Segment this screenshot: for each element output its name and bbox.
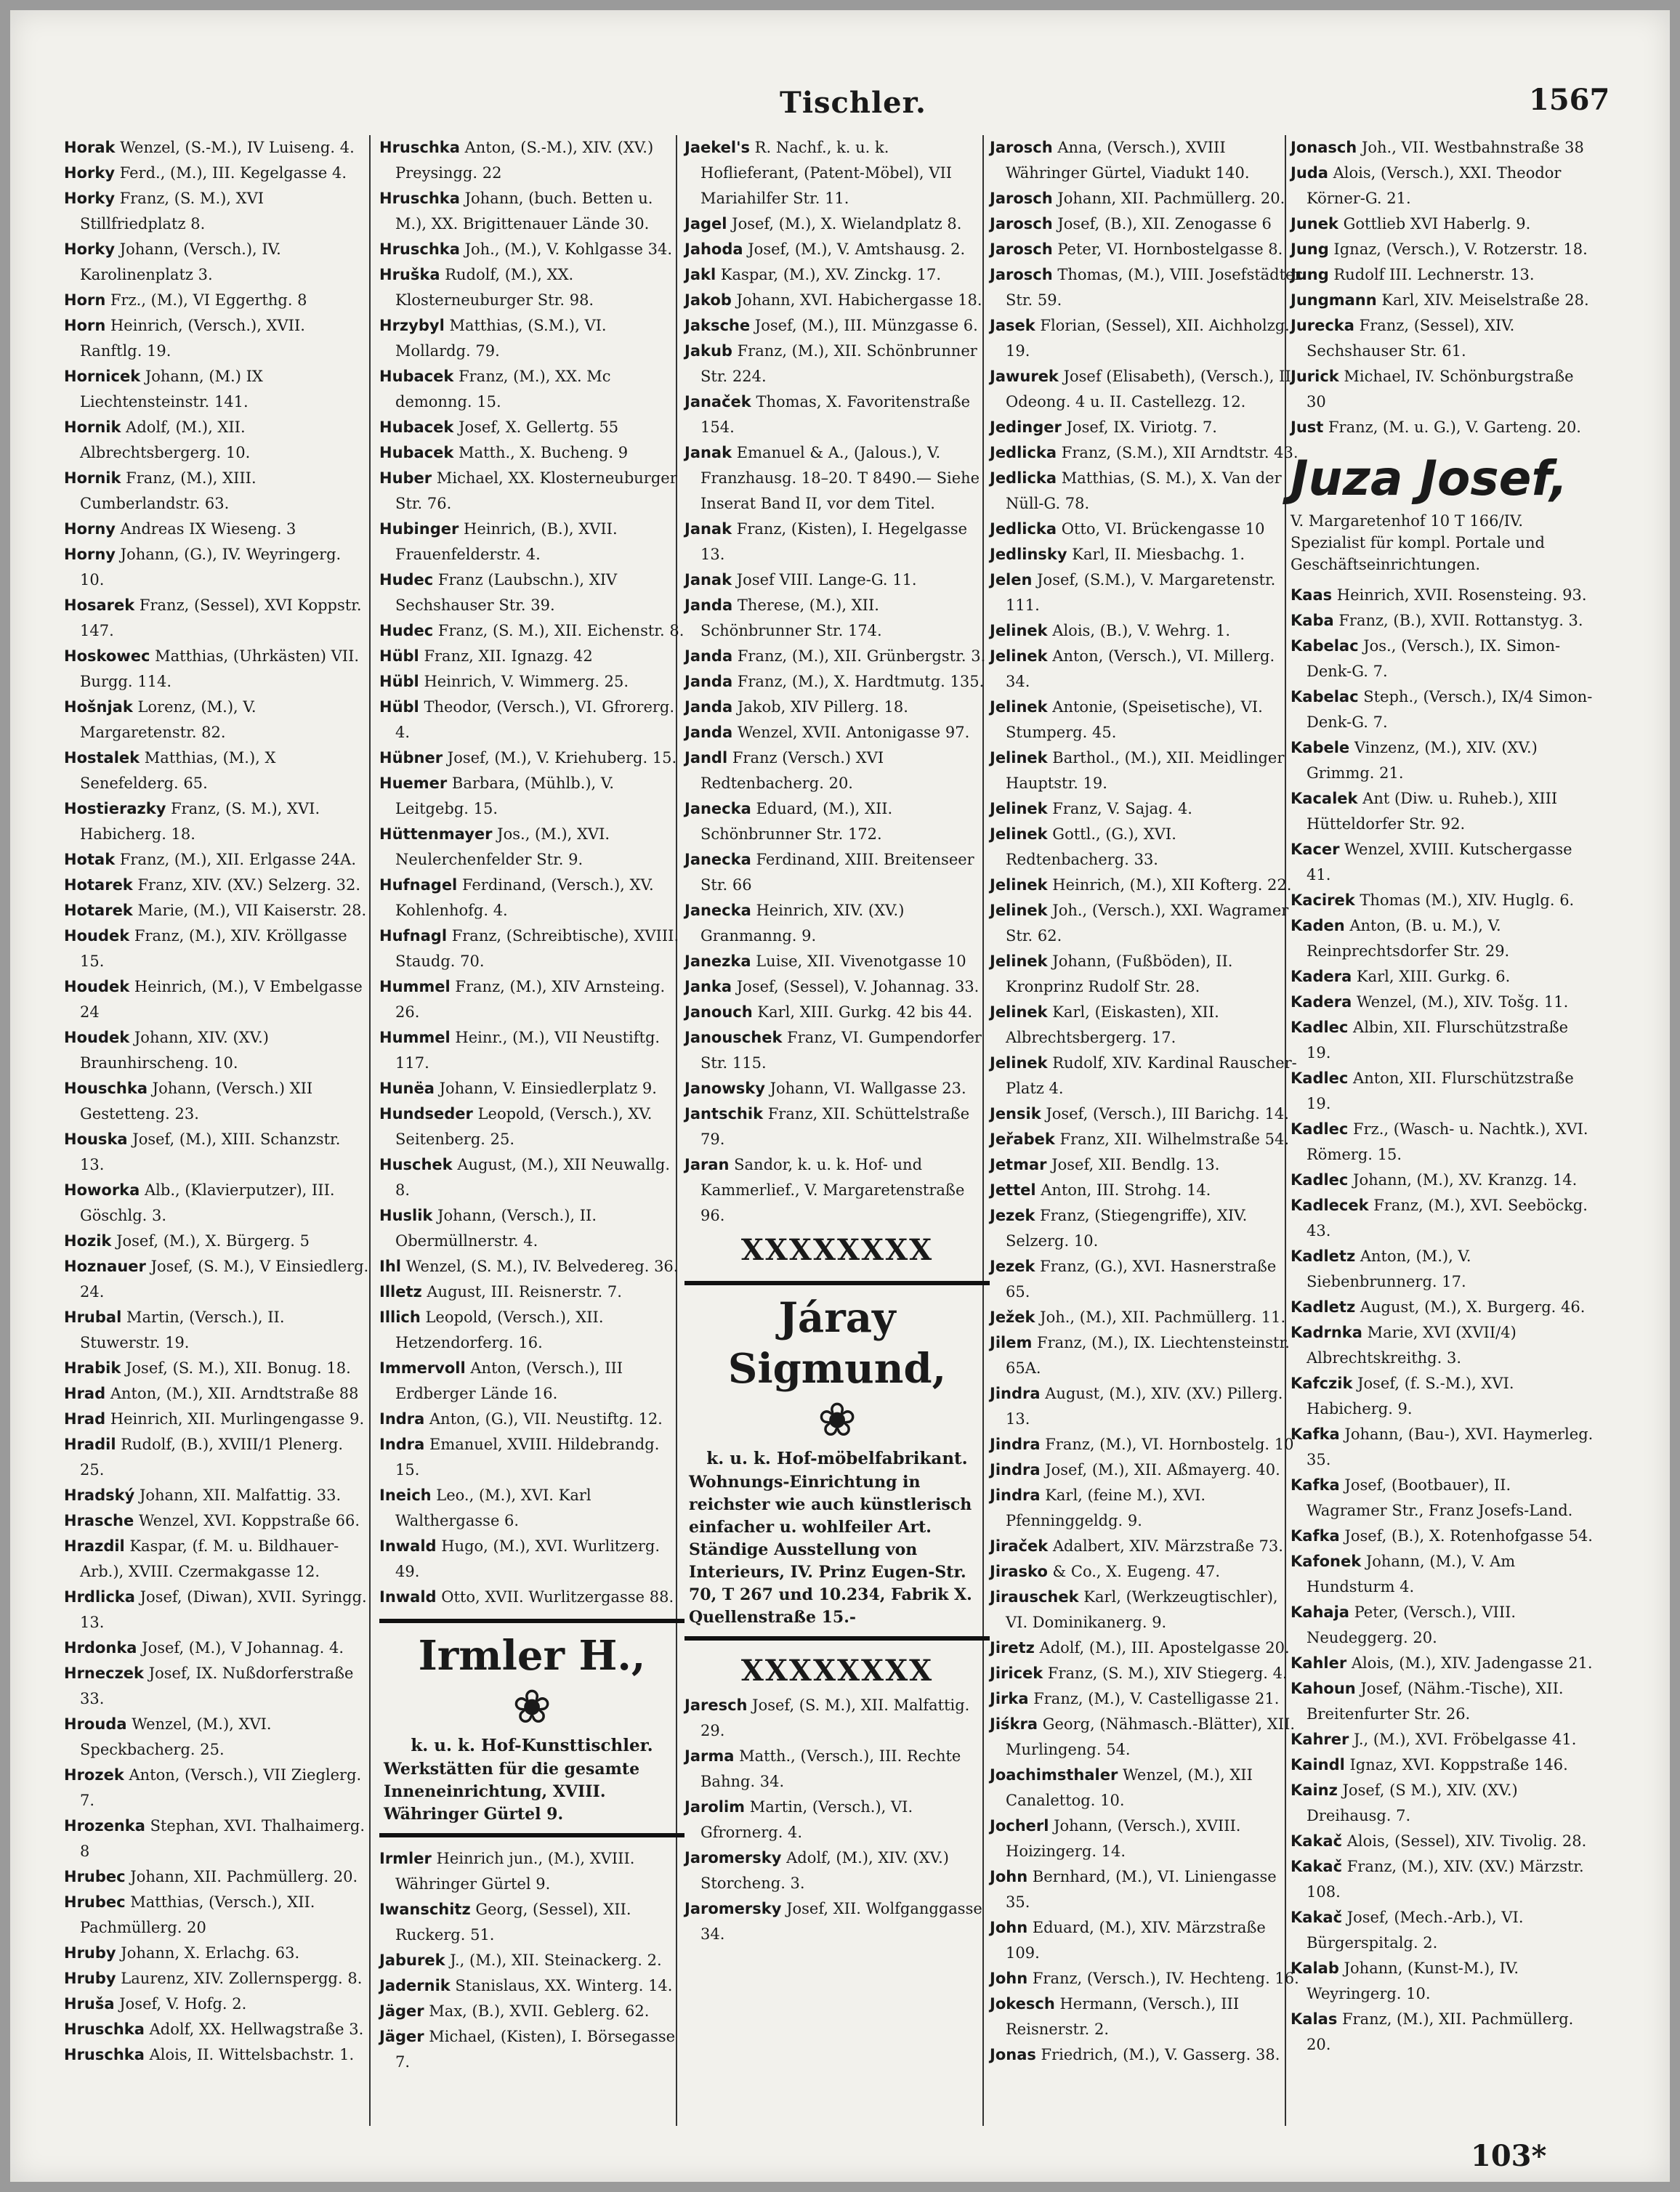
- ad-ornament-top: XXXXXXXX: [740, 1233, 934, 1267]
- advertisement-irmler: [379, 1619, 684, 1837]
- directory-entry: Janda Jakob, XIV Pillerg. 18.: [684, 698, 908, 716]
- directory-entry: Kadlec Johann, (M.), XV. Kranzg. 14.: [1291, 1171, 1578, 1189]
- directory-entry: Hruby Johann, X. Erlachg. 63.: [64, 1944, 300, 1962]
- directory-entry: Huemer Barbara, (Mühlb.), V. Leitgebg. 15.: [379, 775, 615, 817]
- directory-entry: Junek Gottlieb XVI Haberlg. 9.: [1291, 215, 1531, 232]
- directory-entry: Jungmann Karl, XIV. Meiselstraße 28.: [1291, 291, 1589, 309]
- directory-entry: Kafka Josef, (B.), X. Rotenhofgasse 54.: [1291, 1527, 1593, 1545]
- page-number: 1567: [1529, 83, 1610, 117]
- directory-entry: Kaba Franz, (B.), XVII. Rottanstyg. 3.: [1291, 612, 1583, 629]
- directory-entry: Kacirek Thomas (M.), XIV. Huglg. 6.: [1291, 891, 1575, 909]
- directory-entry: Jiricek Franz, (S. M.), XIV Stiegerg. 4.: [990, 1665, 1288, 1682]
- directory-entry: Jedlicka Otto, VI. Brückengasse 10: [990, 520, 1265, 538]
- directory-entry: Jirauschek Karl, (Werkzeugtischler), VI. Dominikanerg. 9.: [990, 1588, 1278, 1631]
- directory-entry: Hrasche Wenzel, XVI. Koppstraße 66.: [64, 1512, 360, 1529]
- directory-entry: Ihl Wenzel, (S. M.), IV. Belvedereg. 36.: [379, 1258, 679, 1275]
- directory-entry: Jindra Karl, (feine M.), XVI. Pfenninggeldg. 9.: [990, 1487, 1206, 1529]
- directory-entry: Hrzybyl Matthias, (S.M.), VI. Mollardg. 79.: [379, 317, 607, 360]
- directory-entry: Jandl Franz (Versch.) XVI Redtenbacherg. 20.: [684, 749, 884, 792]
- directory-entry: John Eduard, (M.), XIV. Märzstraße 109.: [990, 1919, 1266, 1962]
- directory-entry: Houdek Johann, XIV. (XV.) Braunhirscheng. 10.: [64, 1029, 269, 1072]
- directory-entry: Horny Johann, (G.), IV. Weyringerg. 10.: [64, 546, 342, 589]
- directory-entry: Jilem Franz, (M.), IX. Liechtensteinstr. 65A.: [990, 1334, 1290, 1377]
- directory-entry: Janouschek Franz, VI. Gumpendorfer Str. 115.: [684, 1029, 982, 1072]
- directory-entry: Howorka Alb., (Klavierputzer), III. Göschlg. 3.: [64, 1181, 335, 1224]
- directory-entry: Janak Emanuel & A., (Jalous.), V. Franzhausg. 18–20. T 8490.— Siehe Inserat Band II, vor dem Titel.: [684, 444, 980, 512]
- directory-entry: Horn Frz., (M.), VI Eggerthg. 8: [64, 291, 307, 309]
- directory-entry: Jung Rudolf III. Lechnerstr. 13.: [1291, 266, 1535, 283]
- directory-entry: Hubacek Matth., X. Bucheng. 9: [379, 444, 629, 461]
- directory-entry: Horny Andreas IX Wieseng. 3: [64, 520, 296, 538]
- directory-entry: Jonas Friedrich, (M.), V. Gasserg. 38.: [990, 2046, 1280, 2063]
- directory-entry: Hübl Theodor, (Versch.), VI. Gfrorerg. 4.: [379, 698, 675, 741]
- directory-entry: Janak Franz, (Kisten), I. Hegelgasse 13.: [684, 520, 968, 563]
- directory-entry: Jaresch Josef, (S. M.), XII. Malfattig. 29.: [684, 1696, 970, 1739]
- directory-entry: Hornik Adolf, (M.), XII. Albrechtsbergerg. 10.: [64, 418, 251, 461]
- directory-entry: Jung Ignaz, (Versch.), V. Rotzerstr. 18.: [1291, 240, 1588, 258]
- directory-entry: Jelinek Anton, (Versch.), VI. Millerg. 34.: [990, 647, 1275, 690]
- column-2: [379, 135, 684, 2075]
- directory-entry: Hrazdil Kaspar, (f. M. u. Bildhauer-Arb.), XVIII. Czermakgasse 12.: [64, 1537, 339, 1580]
- directory-entry: Jahoda Josef, (M.), V. Amtshausg. 2.: [684, 240, 966, 258]
- ad-text: Wohnungs-Einrichtung in reichster wie auch künstlerisch einfacher u. wohlfeiler Art. Ständige Ausstellung von Interieurs, IV. Prinz Eugen-Str. 70, T 267 und 10.234, Fabrik X. Quellenstraße 15.-: [689, 1473, 972, 1627]
- directory-entry: Janowsky Johann, VI. Wallgasse 23.: [684, 1080, 966, 1097]
- directory-entry: Houska Josef, (M.), XIII. Schanzstr. 13.: [64, 1131, 341, 1173]
- directory-entry: Kalas Franz, (M.), XII. Pachmüllerg. 20.: [1291, 2010, 1574, 2053]
- directory-entry: Kalab Johann, (Kunst-M.), IV. Weyringerg. 10.: [1291, 1960, 1519, 2002]
- directory-entry: Hruschka Anton, (S.-M.), XIV. (XV.) Preysingg. 22: [379, 139, 654, 182]
- directory-entry: Hruška Rudolf, (M.), XX. Klosterneuburger Str. 98.: [379, 266, 594, 309]
- directory-entry: Hubinger Heinrich, (B.), XVII. Frauenfelderstr. 4.: [379, 520, 618, 563]
- directory-entry: Jurick Michael, IV. Schönburgstraße 30: [1291, 368, 1574, 411]
- ad-title: k. u. k. Hof-möbelfabrikant.: [706, 1449, 968, 1468]
- directory-entry: Hufnagel Ferdinand, (Versch.), XV. Kohlenhofg. 4.: [379, 876, 654, 919]
- directory-entry: Hošnjak Lorenz, (M.), V. Margaretenstr. 82.: [64, 698, 257, 741]
- directory-entry: Hotak Franz, (M.), XII. Erlgasse 24A.: [64, 851, 357, 868]
- directory-entry: Jaekel's R. Nachf., k. u. k. Hoflieferant, (Patent-Möbel), VII Mariahilfer Str. 11.: [684, 139, 953, 207]
- directory-entry: Jäger Max, (B.), XVII. Geblerg. 62.: [379, 2002, 650, 2020]
- directory-entry: Kainz Josef, (S M.), XIV. (XV.) Dreihausg. 7.: [1291, 1781, 1518, 1824]
- directory-entry: Janda Franz, (M.), XII. Grünbergstr. 3.: [684, 647, 986, 665]
- directory-entry: Jawurek Josef (Elisabeth), (Versch.), II. Odeong. 4 u. II. Castellezg. 12.: [990, 368, 1296, 411]
- directory-entry: Kakač Alois, (Sessel), XIV. Tivolig. 28.: [1291, 1832, 1587, 1850]
- directory-entry: Jedlicka Matthias, (S. M.), X. Van der Nüll-G. 78.: [990, 469, 1282, 512]
- directory-entry: Inwald Hugo, (M.), XVI. Wurlitzerg. 49.: [379, 1537, 661, 1580]
- directory-entry: Hrdlicka Josef, (Diwan), XVII. Syringg. 13.: [64, 1588, 367, 1631]
- directory-entry: Hrabik Josef, (S. M.), XII. Bonug. 18.: [64, 1359, 351, 1377]
- ad-name: Juza Josef,: [1291, 450, 1568, 506]
- directory-entry: Jedlicka Franz, (S.M.), XII Arndtstr. 43.: [990, 444, 1299, 461]
- directory-entry: Jantschik Franz, XII. Schüttelstraße 79.: [684, 1105, 970, 1148]
- directory-entry: Janaček Thomas, X. Favoritenstraße 154.: [684, 393, 971, 436]
- directory-entry: Hummel Franz, (M.), XIV Arnsteing. 26.: [379, 978, 666, 1021]
- directory-entry: Just Franz, (M. u. G.), V. Garteng. 20.: [1291, 418, 1581, 436]
- directory-entry: Hoznauer Josef, (S. M.), V Einsiedlerg. 24.: [64, 1258, 369, 1301]
- directory-entry: Kadlec Albin, XII. Flurschützstraße 19.: [1291, 1019, 1569, 1061]
- directory-entry: Hruby Laurenz, XIV. Zollernspergg. 8.: [64, 1970, 363, 1987]
- directory-entry: Kafonek Johann, (M.), V. Am Hundsturm 4.: [1291, 1553, 1516, 1596]
- ad-name: Irmler H.,: [418, 1632, 646, 1680]
- directory-entry: Indra Emanuel, XVIII. Hildebrandg. 15.: [379, 1436, 660, 1479]
- directory-entry: Hrubec Matthias, (Versch.), XII. Pachmüllerg. 20: [64, 1893, 315, 1936]
- directory-entry: Janda Therese, (M.), XII. Schönbrunner Str. 174.: [684, 596, 882, 639]
- directory-page: [10, 10, 1670, 2182]
- directory-entry: Jettel Anton, III. Strohg. 14.: [990, 1181, 1211, 1199]
- directory-entry: Hrubec Johann, XII. Pachmüllerg. 20.: [64, 1868, 358, 1885]
- directory-entry: Horky Ferd., (M.), III. Kegelgasse 4.: [64, 164, 347, 182]
- directory-entry: Hruschka Alois, II. Wittelsbachstr. 1.: [64, 2046, 355, 2063]
- ad-name-first: Járay: [778, 1294, 896, 1342]
- directory-entry: Jelinek Gottl., (G.), XVI. Redtenbacherg. 33.: [990, 825, 1176, 868]
- directory-entry: Jakob Johann, XVI. Habichergasse 18.: [684, 291, 982, 309]
- directory-entry: John Bernhard, (M.), VI. Liniengasse 35.: [990, 1868, 1277, 1911]
- directory-entry: Hubacek Franz, (M.), XX. Mc demonng. 15.: [379, 368, 611, 411]
- directory-entry: Jelinek Franz, V. Sajag. 4.: [990, 800, 1192, 817]
- column-5: [1291, 135, 1596, 2058]
- directory-entry: Hüttenmayer Jos., (M.), XVI. Neulerchenfelder Str. 9.: [379, 825, 610, 868]
- directory-entry: Janda Franz, (M.), X. Hardtmutg. 135.: [684, 673, 985, 690]
- directory-entry: Kadlecek Franz, (M.), XVI. Seeböckg. 43.: [1291, 1197, 1588, 1239]
- directory-entry: Jezek Franz, (G.), XVI. Hasnerstraße 65.: [990, 1258, 1277, 1301]
- directory-entry: Janouch Karl, XIII. Gurkg. 42 bis 44.: [684, 1003, 973, 1021]
- directory-entry: Kadera Karl, XIII. Gurkg. 6.: [1291, 968, 1511, 985]
- directory-entry: Hubacek Josef, X. Gellertg. 55: [379, 418, 619, 436]
- directory-entry: Jokesch Hermann, (Versch.), III Reisnerstr. 2.: [990, 1995, 1240, 2038]
- directory-entry: Jäger Michael, (Kisten), I. Börsegasse 7.: [379, 2028, 676, 2071]
- directory-entry: Jirka Franz, (M.), V. Castelligasse 21.: [990, 1690, 1280, 1707]
- directory-entry: Hrouda Wenzel, (M.), XVI. Speckbacherg. 25.: [64, 1715, 272, 1758]
- directory-entry: Kakač Josef, (Mech.-Arb.), VI. Bürgerspitalg. 2.: [1291, 1909, 1524, 1952]
- directory-entry: John Franz, (Versch.), IV. Hechteng. 16.: [990, 1970, 1299, 1987]
- directory-entry: Kaas Heinrich, XVII. Rosensteing. 93.: [1291, 586, 1587, 604]
- directory-entry: Jarosch Peter, VI. Hornbostelgasse 8.: [990, 240, 1283, 258]
- directory-entry: Hosarek Franz, (Sessel), XVI Koppstr. 147.: [64, 596, 362, 639]
- directory-entry: Hunëa Johann, V. Einsiedlerplatz 9.: [379, 1080, 657, 1097]
- directory-entry: Juda Alois, (Versch.), XXI. Theodor Körner-G. 21.: [1291, 164, 1562, 207]
- directory-entry: Hudec Franz, (S. M.), XII. Eichenstr. 8.: [379, 622, 684, 639]
- directory-entry: Jelinek Barthol., (M.), XII. Meidlinger Hauptstr. 19.: [990, 749, 1285, 792]
- directory-entry: Jarosch Thomas, (M.), VIII. Josefstädter Str. 59.: [990, 266, 1302, 309]
- directory-entry: Janecka Heinrich, XIV. (XV.) Granmanng. 9.: [684, 902, 905, 945]
- directory-entry: Hostierazky Franz, (S. M.), XVI. Habicherg. 18.: [64, 800, 320, 843]
- directory-entry: Jelinek Karl, (Eiskasten), XII. Albrechtsbergerg. 17.: [990, 1003, 1219, 1046]
- directory-entry: Hrubal Martin, (Versch.), II. Stuwerstr. 19.: [64, 1309, 285, 1351]
- directory-entry: Jarma Matth., (Versch.), III. Rechte Bahng. 34.: [684, 1747, 961, 1790]
- directory-entry: Inwald Otto, XVII. Wurlitzergasse 88.: [379, 1588, 674, 1606]
- directory-entry: Kakač Franz, (M.), XIV. (XV.) Märzstr. 108.: [1291, 1858, 1584, 1901]
- directory-entry: Hradil Rudolf, (B.), XVIII/1 Plenerg. 25.: [64, 1436, 344, 1479]
- directory-entry: Hrozenka Stephan, XVI. Thalhaimerg. 8: [64, 1817, 366, 1860]
- directory-entry: Horak Wenzel, (S.-M.), IV Luiseng. 4.: [64, 139, 355, 156]
- ad-text: V. Margaretenhof 10 T 166/IV. Spezialist für kompl. Portale und Geschäftseinrichtungen.: [1291, 512, 1545, 573]
- directory-entry: Hostalek Matthias, (M.), X Senefelderg. 65.: [64, 749, 276, 792]
- directory-entry: Jelinek Johann, (Fußböden), II. Kronprinz Rudolf Str. 28.: [990, 953, 1233, 995]
- directory-entry: Janecka Eduard, (M.), XII. Schönbrunner Str. 172.: [684, 800, 893, 843]
- directory-entry: Jaburek J., (M.), XII. Steinackerg. 2.: [379, 1952, 662, 1969]
- directory-entry: Hrad Heinrich, XII. Murlingengasse 9.: [64, 1410, 365, 1428]
- directory-entry: Kadrnka Marie, XVI (XVII/4) Albrechtskreithg. 3.: [1291, 1324, 1517, 1367]
- directory-entry: Hruschka Joh., (M.), V. Kohlgasse 34.: [379, 240, 672, 258]
- directory-entry: Janka Josef, (Sessel), V. Johannag. 33.: [684, 978, 980, 995]
- directory-entry: Huschek August, (M.), XII Neuwallg. 8.: [379, 1156, 671, 1199]
- directory-entry: Hotarek Marie, (M.), VII Kaiserstr. 28.: [64, 902, 367, 919]
- directory-entry: Ježek Joh., (M.), XII. Pachmüllerg. 11.: [990, 1309, 1286, 1326]
- directory-entry: Jelen Josef, (S.M.), V. Margaretenstr. 111.: [990, 571, 1276, 614]
- directory-entry: Jarosch Johann, XII. Pachmüllerg. 20.: [990, 190, 1285, 207]
- directory-entry: Jaksche Josef, (M.), III. Münzgasse 6.: [684, 317, 978, 334]
- directory-entry: Kacalek Ant (Diw. u. Ruheb.), XIII Hütteldorfer Str. 92.: [1291, 790, 1558, 833]
- directory-entry: Jetmar Josef, XII. Bendlg. 13.: [990, 1156, 1220, 1173]
- directory-entry: Hoskowec Matthias, (Uhrkästen) VII. Burgg. 114.: [64, 647, 360, 690]
- directory-entry: Jedinger Josef, IX. Viriotg. 7.: [990, 418, 1217, 436]
- page-title: Tischler.: [780, 86, 926, 120]
- directory-entry: Indra Anton, (G.), VII. Neustiftg. 12.: [379, 1410, 663, 1428]
- directory-entry: Kadletz Anton, (M.), V. Siebenbrunnerg. 17.: [1291, 1247, 1471, 1290]
- directory-entry: Jadernik Stanislaus, XX. Winterg. 14.: [379, 1977, 673, 1994]
- directory-entry: Kadlec Anton, XII. Flurschützstraße 19.: [1291, 1069, 1574, 1112]
- advertisement-juza: [1291, 448, 1596, 575]
- directory-entry: Jiśkra Georg, (Nähmasch.-Blätter), XII. Murlingeng. 54.: [990, 1715, 1296, 1758]
- directory-entry: Ineich Leo., (M.), XVI. Karl Walthergasse 6.: [379, 1487, 591, 1529]
- directory-entry: Jaromersky Adolf, (M.), XIV. (XV.) Storcheng. 3.: [684, 1849, 949, 1892]
- directory-entry: Jakub Franz, (M.), XII. Schönbrunner Str. 224.: [684, 342, 977, 385]
- directory-entry: Hummel Heinr., (M.), VII Neustiftg. 117.: [379, 1029, 661, 1072]
- directory-entry: Jirasko & Co., X. Eugeng. 47.: [990, 1563, 1221, 1580]
- directory-entry: Kafczik Josef, (f. S.-M.), XVI. Habicherg. 9.: [1291, 1375, 1514, 1417]
- directory-entry: Janezka Luise, XII. Vivenotgasse 10: [684, 953, 966, 970]
- directory-entry: Jelinek Alois, (B.), V. Wehrg. 1.: [990, 622, 1231, 639]
- directory-entry: Hruschka Johann, (buch. Betten u. M.), XX. Brigittenauer Lände 30.: [379, 190, 653, 232]
- directory-entry: Jelinek Heinrich, (M.), XII Kofterg. 22.: [990, 876, 1292, 894]
- directory-entry: Kahoun Josef, (Nähm.-Tische), XII. Breitenfurter Str. 26.: [1291, 1680, 1564, 1723]
- directory-entry: Kahler Alois, (M.), XIV. Jadengasse 21.: [1291, 1654, 1593, 1672]
- directory-entry: Horky Johann, (Versch.), IV. Karolinenplatz 3.: [64, 240, 281, 283]
- directory-entry: Kaden Anton, (B. u. M.), V. Reinprechtsdorfer Str. 29.: [1291, 917, 1510, 960]
- directory-entry: Jocherl Johann, (Versch.), XVIII. Hoizingerg. 14.: [990, 1817, 1241, 1860]
- directory-entry: Jeřabek Franz, XII. Wilhelmstraße 54.: [990, 1131, 1289, 1148]
- directory-entry: Joachimsthaler Wenzel, (M.), XII Canalettog. 10.: [990, 1766, 1253, 1809]
- directory-entry: Jiretz Adolf, (M.), III. Apostelgasse 20.: [990, 1639, 1290, 1657]
- directory-entry: Jindra Franz, (M.), VI. Hornbostelg. 10: [990, 1436, 1294, 1453]
- directory-entry: Hrneczek Josef, IX. Nußdorferstraße 33.: [64, 1665, 354, 1707]
- directory-entry: Irmler Heinrich jun., (M.), XVIII. Währinger Gürtel 9.: [379, 1850, 635, 1893]
- directory-entry: Jakl Kaspar, (M.), XV. Zinckg. 17.: [684, 266, 942, 283]
- directory-entry: Kahaja Peter, (Versch.), VIII. Neudeggerg. 20.: [1291, 1603, 1517, 1646]
- directory-entry: Jarosch Anna, (Versch.), XVIII Währinger Gürtel, Viadukt 140.: [990, 139, 1250, 182]
- directory-entry: Janda Wenzel, XVII. Antonigasse 97.: [684, 724, 970, 741]
- ad-ornament-bottom: XXXXXXXX: [740, 1654, 934, 1688]
- column-4: [990, 135, 1304, 2068]
- directory-entry: Hrozek Anton, (Versch.), VII Zieglerg. 7.: [64, 1766, 362, 1809]
- directory-entry: Jensik Josef, (Versch.), III Barichg. 14.: [990, 1105, 1289, 1123]
- directory-entry: Illich Leopold, (Versch.), XII. Hetzendorferg. 16.: [379, 1309, 604, 1351]
- directory-entry: Kabele Vinzenz, (M.), XIV. (XV.) Grimmg. 21.: [1291, 739, 1538, 782]
- directory-entry: Hübl Heinrich, V. Wimmerg. 25.: [379, 673, 629, 690]
- directory-entry: Jaran Sandor, k. u. k. Hof- und Kammerlief., V. Margaretenstraße 96.: [684, 1156, 965, 1224]
- column-3: [684, 135, 990, 1947]
- directory-entry: Jagel Josef, (M.), X. Wielandplatz 8.: [684, 215, 962, 232]
- directory-entry: Janak Josef VIII. Lange-G. 11.: [684, 571, 917, 589]
- signature-mark: 103*: [1471, 2139, 1547, 2173]
- directory-entry: Hundseder Leopold, (Versch.), XV. Seitenberg. 25.: [379, 1105, 653, 1148]
- directory-entry: Hudec Franz (Laubschn.), XIV Sechshauser Str. 39.: [379, 571, 618, 614]
- directory-entry: Jonasch Joh., VII. Westbahnstraße 38: [1291, 139, 1584, 156]
- directory-entry: Kacer Wenzel, XVIII. Kutschergasse 41.: [1291, 841, 1572, 883]
- directory-entry: Kabelac Jos., (Versch.), IX. Simon-Denk-G. 7.: [1291, 637, 1561, 680]
- directory-entry: Houdek Franz, (M.), XIV. Kröllgasse 15.: [64, 927, 347, 970]
- directory-entry: Kadletz August, (M.), X. Burgerg. 46.: [1291, 1298, 1586, 1316]
- directory-entry: Hornik Franz, (M.), XIII. Cumberlandstr. 63.: [64, 469, 257, 512]
- directory-entry: Hufnagl Franz, (Schreibtische), XVIII. Staudg. 70.: [379, 927, 679, 970]
- directory-entry: Jaromersky Josef, XII. Wolfganggasse 34.: [684, 1900, 982, 1943]
- directory-entry: Hruša Josef, V. Hofg. 2.: [64, 1995, 247, 2013]
- directory-entry: Hradský Johann, XII. Malfattig. 33.: [64, 1487, 342, 1504]
- directory-entry: Jindra August, (M.), XIV. (XV.) Pillerg. 13.: [990, 1385, 1283, 1428]
- directory-entry: Iwanschitz Georg, (Sessel), XII. Ruckerg. 51.: [379, 1901, 631, 1944]
- imperial-eagle-icon: ❀: [817, 1394, 857, 1447]
- directory-entry: Immervoll Anton, (Versch.), III Erdberger Lände 16.: [379, 1359, 623, 1402]
- directory-entry: Jelinek Rudolf, XIV. Kardinal Rauscher-Platz 4.: [990, 1054, 1297, 1097]
- directory-entry: Kahrer J., (M.), XVI. Fröbelgasse 41.: [1291, 1731, 1577, 1748]
- directory-entry: Illetz August, III. Reisnerstr. 7.: [379, 1283, 622, 1301]
- directory-entry: Hübl Franz, XII. Ignazg. 42: [379, 647, 593, 665]
- directory-entry: Houschka Johann, (Versch.) XII Gestetteng. 23.: [64, 1080, 313, 1123]
- directory-entry: Kaindl Ignaz, XVI. Koppstraße 146.: [1291, 1756, 1568, 1774]
- directory-entry: Kafka Johann, (Bau-), XVI. Haymerleg. 35.: [1291, 1425, 1594, 1468]
- directory-entry: Janecka Ferdinand, XIII. Breitenseer Str. 66: [684, 851, 974, 894]
- directory-entry: Kabelac Steph., (Versch.), IX/4 Simon-Denk-G. 7.: [1291, 688, 1593, 731]
- directory-entry: Hruschka Adolf, XX. Hellwagstraße 3.: [64, 2021, 364, 2038]
- directory-entry: Jindra Josef, (M.), XII. Aßmayerg. 40.: [990, 1461, 1280, 1479]
- directory-entry: Jarosch Josef, (B.), XII. Zenogasse 6: [990, 215, 1272, 232]
- directory-entry: Hrdonka Josef, (M.), V Johannag. 4.: [64, 1639, 344, 1657]
- directory-entry: Houdek Heinrich, (M.), V Embelgasse 24: [64, 978, 363, 1021]
- directory-entry: Kadera Wenzel, (M.), XIV. Tošg. 11.: [1291, 993, 1569, 1011]
- directory-entry: Hornicek Johann, (M.) IX Liechtensteinstr. 141.: [64, 368, 263, 411]
- directory-entry: Hrad Anton, (M.), XII. Arndtstraße 88: [64, 1385, 359, 1402]
- directory-entry: Jasek Florian, (Sessel), XII. Aichholzg. 19.: [990, 317, 1290, 360]
- directory-entry: Horn Heinrich, (Versch.), XVII. Ranftlg. 19.: [64, 317, 305, 360]
- directory-entry: Hübner Josef, (M.), V. Kriehuberg. 15.: [379, 749, 677, 767]
- directory-entry: Hozik Josef, (M.), X. Bürgerg. 5: [64, 1232, 310, 1250]
- directory-entry: Jiraček Adalbert, XIV. Märzstraße 73.: [990, 1537, 1283, 1555]
- directory-entry: Kafka Josef, (Bootbauer), II. Wagramer Str., Franz Josefs-Land.: [1291, 1476, 1573, 1519]
- directory-entry: Jelinek Antonie, (Speisetische), VI. Stumperg. 45.: [990, 698, 1263, 741]
- directory-entry: Jarolim Martin, (Versch.), VI. Gfrornerg. 4.: [684, 1798, 913, 1841]
- directory-entry: Jedlinsky Karl, II. Miesbachg. 1.: [990, 546, 1245, 563]
- directory-entry: Hotarek Franz, XIV. (XV.) Selzerg. 32.: [64, 876, 361, 894]
- directory-entry: Jezek Franz, (Stiegengriffe), XIV. Selzerg. 10.: [990, 1207, 1248, 1250]
- advertisement-jaray: [684, 1229, 990, 1693]
- directory-entry: Huber Michael, XX. Klosterneuburger Str. 76.: [379, 469, 677, 512]
- directory-entry: Jurecka Franz, (Sessel), XIV. Sechshauser Str. 61.: [1291, 317, 1515, 360]
- column-1: [64, 135, 369, 2068]
- column-divider: [369, 135, 371, 2126]
- ad-title: k. u. k. Hof-Kunsttischler.: [411, 1736, 653, 1755]
- imperial-eagle-icon: ❀: [512, 1681, 552, 1734]
- directory-entry: Kadlec Frz., (Wasch- u. Nachtk.), XVI. Römerg. 15.: [1291, 1120, 1588, 1163]
- directory-entry: Horky Franz, (S. M.), XVI Stillfriedplatz 8.: [64, 190, 264, 232]
- directory-entry: Huslik Johann, (Versch.), II. Obermüllnerstr. 4.: [379, 1207, 597, 1250]
- ad-name-second: Sigmund,: [727, 1345, 947, 1393]
- ad-text: Werkstätten für die gesamte Inneneinrichtung, XVIII. Währinger Gürtel 9.: [384, 1760, 640, 1824]
- directory-entry: Jelinek Joh., (Versch.), XXI. Wagramer Str. 62.: [990, 902, 1289, 945]
